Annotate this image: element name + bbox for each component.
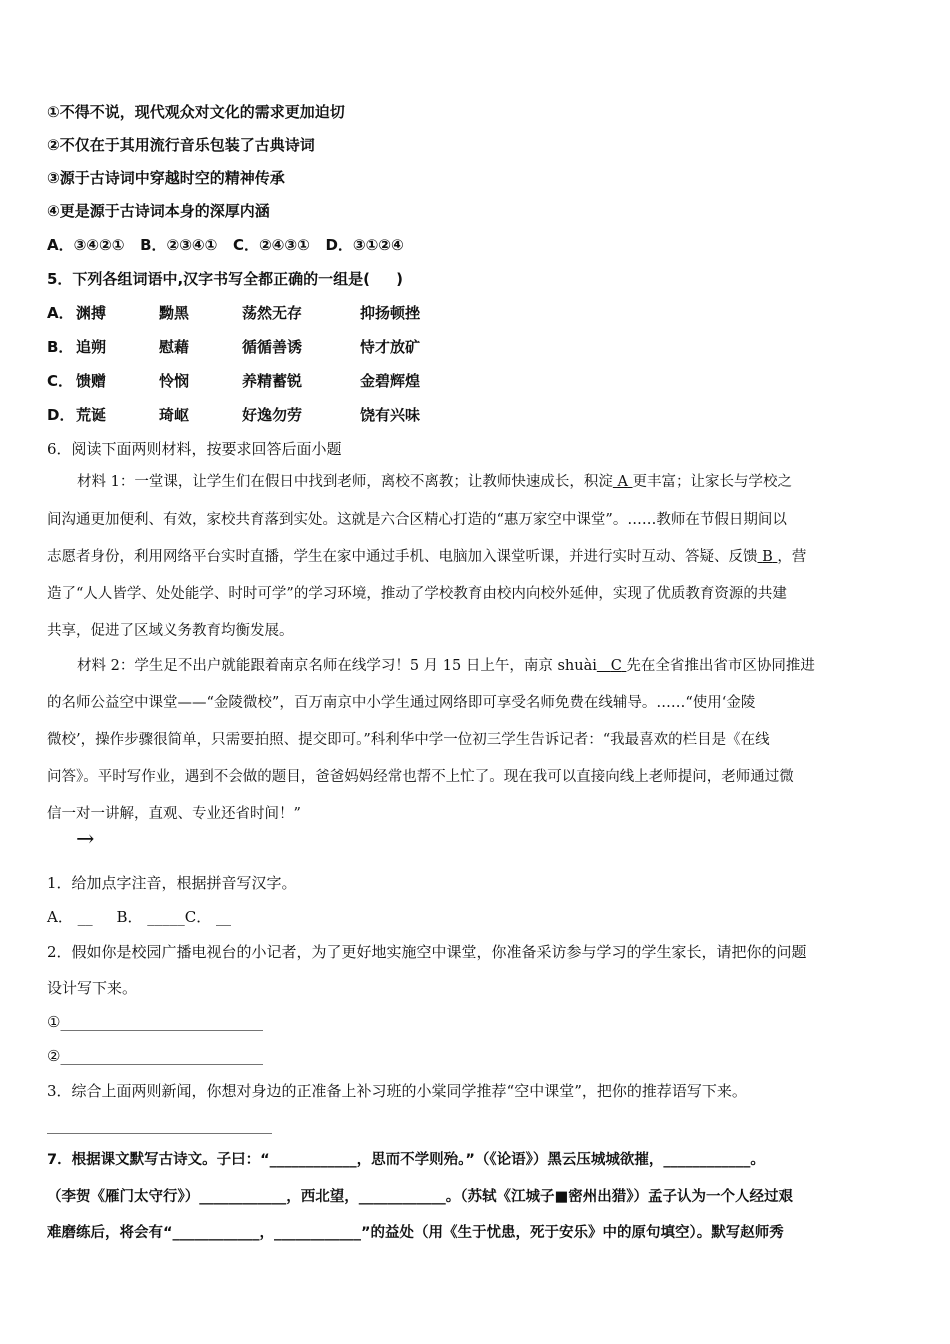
answer-blank-1[interactable]: ①___________________________: [47, 1013, 263, 1031]
q7-line: （李贺《雁门太守行》）____________，西北望，____________。（苏轼《江城子■密州出猎》）孟子认为一个人经过艰: [47, 1189, 793, 1205]
q7-line: 7．根据课文默写古诗文。子曰：“____________，思而不学则殆。”（《论语》）黑云压城城欲摧，____________。: [47, 1152, 765, 1168]
q5-word: 循循善诱: [242, 338, 303, 356]
q5-word: 追朔: [76, 338, 107, 356]
material-1-line: 间沟通更加便利、有效，家校共育落到实处。这就是六合区精心打造的“惠万家空中课堂”。……教师在节假日期间以: [47, 512, 787, 528]
answer-blank-2[interactable]: ②___________________________: [47, 1047, 263, 1065]
q5-word: 渊搏: [76, 304, 107, 322]
q6-sub3: 3．综合上面两则新闻，你想对身边的正准备上补习班的小棠同学推荐“空中课堂”，把你的推荐语写下来。: [47, 1082, 747, 1100]
q5-word: 饶有兴味: [360, 406, 421, 424]
material-1-text: 材料 1：一堂课，让学生们在假日中找到老师，离校不离教；让教师快速成长，积淀: [77, 474, 613, 490]
q5-word: 怜悯: [159, 372, 190, 390]
option-statement-1: ①不得不说，现代观众对文化的需求更加迫切: [47, 103, 345, 121]
material-2-text: 材料 2：学生足不出户就能跟着南京名师在线学习！5 月 15 日上午，南京 shuài: [77, 658, 597, 674]
q5-word: 馈赠: [76, 372, 107, 390]
material-1-text: ，营: [777, 549, 807, 565]
q5-row-label: C．: [47, 372, 74, 390]
q5-stem: 5．下列各组词语中,汉字书写全都正确的一组是( ): [47, 270, 403, 288]
option-statement-2: ②不仅在于其用流行音乐包装了古典诗词: [47, 136, 315, 154]
q5-word: 慰藉: [159, 338, 190, 356]
material-2-line: 问答》。平时写作业，遇到不会做的题目，爸爸妈妈经常也帮不上忙了。现在我可以直接向线上老师提问，老师通过微: [47, 769, 794, 785]
q7-line: 难磨练后，将会有“____________，____________”的益处（用《生于忧患，死于安乐》中的原句填空）。默写赵师秀: [47, 1225, 784, 1241]
q5-word: 荒诞: [76, 406, 107, 424]
q6-sub1: 1．给加点字注音，根据拼音写汉字。: [47, 874, 297, 892]
material-2-line: 的名师公益空中课堂——“金陵微校”，百万南京中小学生通过网络即可享受名师免费在线辅导。……“使用‘金陵: [47, 695, 756, 711]
q6-sub1-blanks: A． __ B． _____C． __: [47, 908, 231, 926]
material-2-line: 微校’，操作步骤很简单，只需要拍照、提交即可。”科利华中学一位初三学生告诉记者：“我最喜欢的栏目是《在线: [47, 732, 770, 748]
material-2-text: 先在全省推出省市区协同推进: [626, 658, 815, 674]
material-2-line: [47, 656, 905, 676]
option-statement-4: ④更是源于古诗词本身的深厚内涵: [47, 202, 270, 220]
material-1-line: 共享，促进了区域义务教育均衡发展。: [47, 623, 294, 639]
q6-sub2-line: 2．假如你是校园广播电视台的小记者，为了更好地实施空中课堂，你准备采访参与学习的学生家长，请把你的问题: [47, 943, 807, 961]
q5-word: 好逸勿劳: [242, 406, 303, 424]
q6-sub2-line: 设计写下来。: [47, 979, 138, 997]
q5-word: 金碧辉煌: [360, 372, 421, 390]
q5-word: 琦岖: [159, 406, 190, 424]
material-1-line: [47, 472, 905, 492]
material-2-line: 信一对一讲解，直观、专业还省时间！”: [47, 806, 301, 822]
blank-b: B: [762, 549, 773, 565]
q5-word: 黝黑: [159, 304, 190, 322]
q6-stem: 6．阅读下面两则材料，按要求回答后面小题: [47, 440, 342, 458]
q5-row-label: B．: [47, 338, 74, 356]
q5-row-label: D．: [47, 406, 75, 424]
q5-word: 养精蓄锐: [242, 372, 303, 390]
material-1-text: 更丰富；让家长与学校之: [632, 474, 793, 490]
q5-word: 抑扬顿挫: [360, 304, 421, 322]
q4-choices: A．③④②① B．②③④① C．②④③① D．③①②④: [47, 236, 404, 254]
material-1-line: [47, 547, 905, 567]
q5-word: 恃才放矿: [360, 338, 421, 356]
answer-blank-3[interactable]: ______________________________: [47, 1116, 272, 1134]
material-1-line: 造了“人人皆学、处处能学、时时可学”的学习环境，推动了学校教育由校内向校外延伸，实现了优质教育资源的共建: [47, 586, 787, 602]
blank-a: A: [617, 474, 628, 490]
option-statement-3: ③源于古诗词中穿越时空的精神传承: [47, 169, 285, 187]
blank-c: C: [610, 658, 622, 674]
material-1-text: 志愿者身份，利用网络平台实时直播，学生在家中通过手机、电脑加入课堂听课，并进行实时互动、答疑、反馈: [47, 549, 758, 565]
arrow-right-icon: →: [76, 827, 95, 852]
q5-word: 荡然无存: [242, 304, 303, 322]
q5-row-label: A．: [47, 304, 74, 322]
